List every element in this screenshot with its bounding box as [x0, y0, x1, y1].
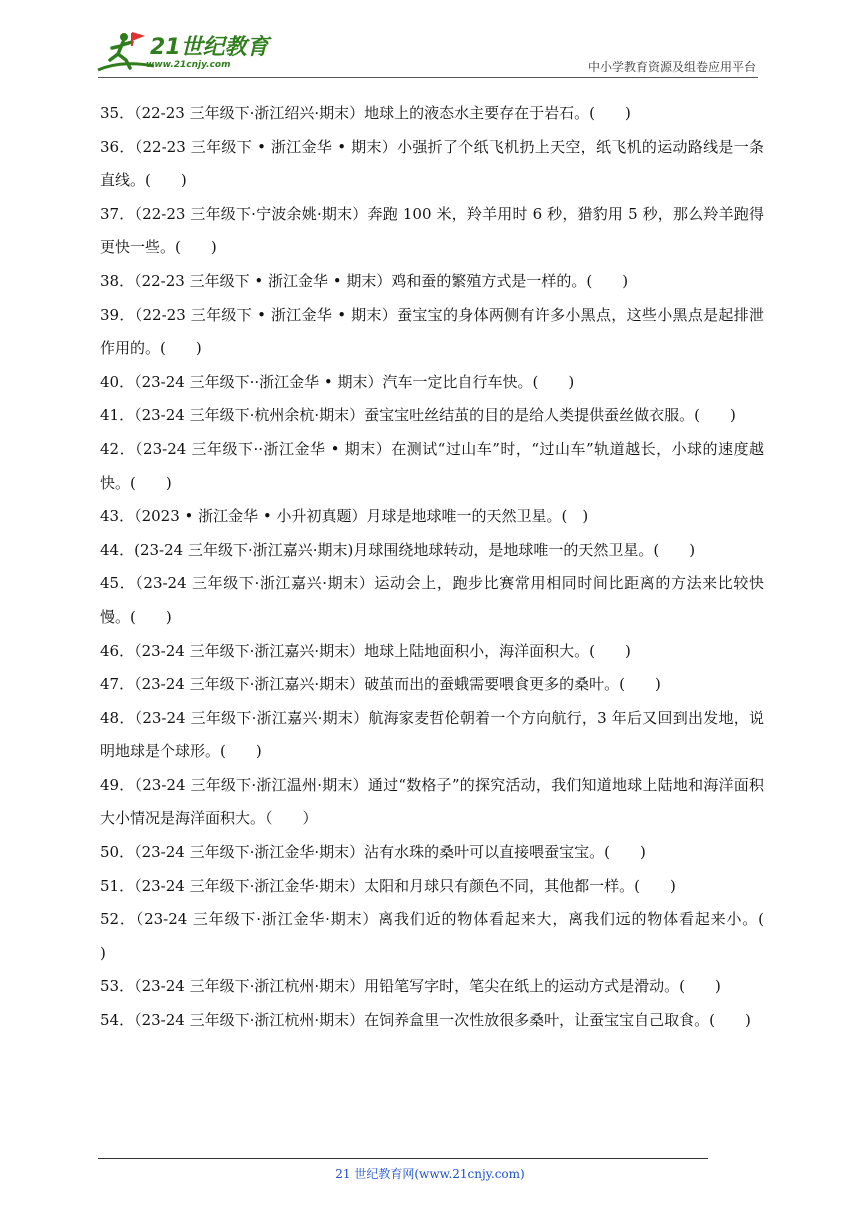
site-logo — [96, 30, 276, 76]
page-header — [0, 0, 860, 80]
question-item: 38．（22-23 三年级下 • 浙江金华 • 期末）鸡和蚕的繁殖方式是一样的。( ) — [100, 271, 629, 290]
question-item: 42．（23-24 三年级下··浙江金华 • 期末）在测试“过山车”时，“过山车”轨道越长，小球的速度越快。( ) — [100, 439, 764, 492]
footer-divider — [98, 1158, 708, 1159]
question-list — [100, 97, 795, 1038]
question-item: 52．（23-24 三年级下·浙江金华·期末）离我们近的物体看起来大，离我们远的物体看起来小。( ) — [100, 910, 795, 962]
question-item: 49．（23-24 三年级下·浙江温州·期末）通过“数格子”的探究活动，我们知道地球上陆地和海洋面积大小情况是海洋面积大。（ ） — [100, 775, 764, 828]
question-item: 39．（22-23 三年级下 • 浙江金华 • 期末）蚕宝宝的身体两侧有许多小黑点，这些小黑点是起排泄作用的。( ) — [100, 305, 764, 358]
question-item: 45．（23-24 三年级下·浙江嘉兴·期末）运动会上，跑步比赛常用相同时间比距离的方法来比较快慢。( ) — [100, 574, 764, 626]
question-item: 44．(23-24 三年级下·浙江嘉兴·期末)月球围绕地球转动，是地球唯一的天然卫星。( ) — [100, 540, 696, 559]
question-item: 48．（23-24 三年级下·浙江嘉兴·期末）航海家麦哲伦朝着一个方向航行，3 年后又回到出发地，说明地球是个球形。( ) — [100, 708, 764, 761]
question-item: 53．（23-24 三年级下·浙江杭州·期末）用铅笔写字时，笔尖在纸上的运动方式是滑动。( ) — [100, 977, 721, 996]
question-item: 51．（23-24 三年级下·浙江金华·期末）太阳和月球只有颜色不同，其他都一样。( ) — [100, 876, 676, 895]
header-divider — [98, 77, 758, 78]
question-item: 37．（22-23 三年级下·宁波余姚·期末）奔跑 100 米，羚羊用时 6 秒，猎豹用 5 秒，那么羚羊跑得更快一些。( ) — [100, 204, 764, 257]
question-item: 47．（23-24 三年级下·浙江嘉兴·期末）破茧而出的蚕蛾需要喂食更多的桑叶。( ) — [100, 675, 661, 694]
question-item: 35．（22-23 三年级下·浙江绍兴·期末）地球上的液态水主要存在于岩石。( ) — [100, 104, 631, 122]
question-item: 40．（23-24 三年级下··浙江金华 • 期末）汽车一定比自行车快。( ) — [100, 372, 575, 391]
question-item: 41．（23-24 三年级下·杭州余杭·期末）蚕宝宝吐丝结茧的目的是给人类提供蚕丝做衣服。( ) — [100, 406, 736, 425]
question-item: 43．（2023 • 浙江金华 • 小升初真题）月球是地球唯一的天然卫星。( ) — [100, 507, 589, 526]
footer-text: 21 世纪教育网(www.21cnjy.com) — [335, 1167, 525, 1181]
platform-title: 中小学教育资源及组卷应用平台 — [587, 60, 756, 74]
logo-url: www.21cnjy.com — [146, 60, 231, 70]
question-item: 50．（23-24 三年级下·浙江金华·期末）沾有水珠的桑叶可以直接喂蚕宝宝。( ) — [100, 843, 646, 862]
question-item: 54．（23-24 三年级下·浙江杭州·期末）在饲养盒里一次性放很多桑叶，让蚕宝宝自己取食。( ) — [100, 1011, 751, 1030]
logo-text: 21世纪教育 — [150, 35, 269, 60]
question-item: 36．（22-23 三年级下 • 浙江金华 • 期末）小强折了个纸飞机扔上天空，纸飞机的运动路线是一条直线。( ) — [100, 137, 764, 190]
question-item: 46．（23-24 三年级下·浙江嘉兴·期末）地球上陆地面积小，海洋面积大。( ) — [100, 641, 631, 660]
